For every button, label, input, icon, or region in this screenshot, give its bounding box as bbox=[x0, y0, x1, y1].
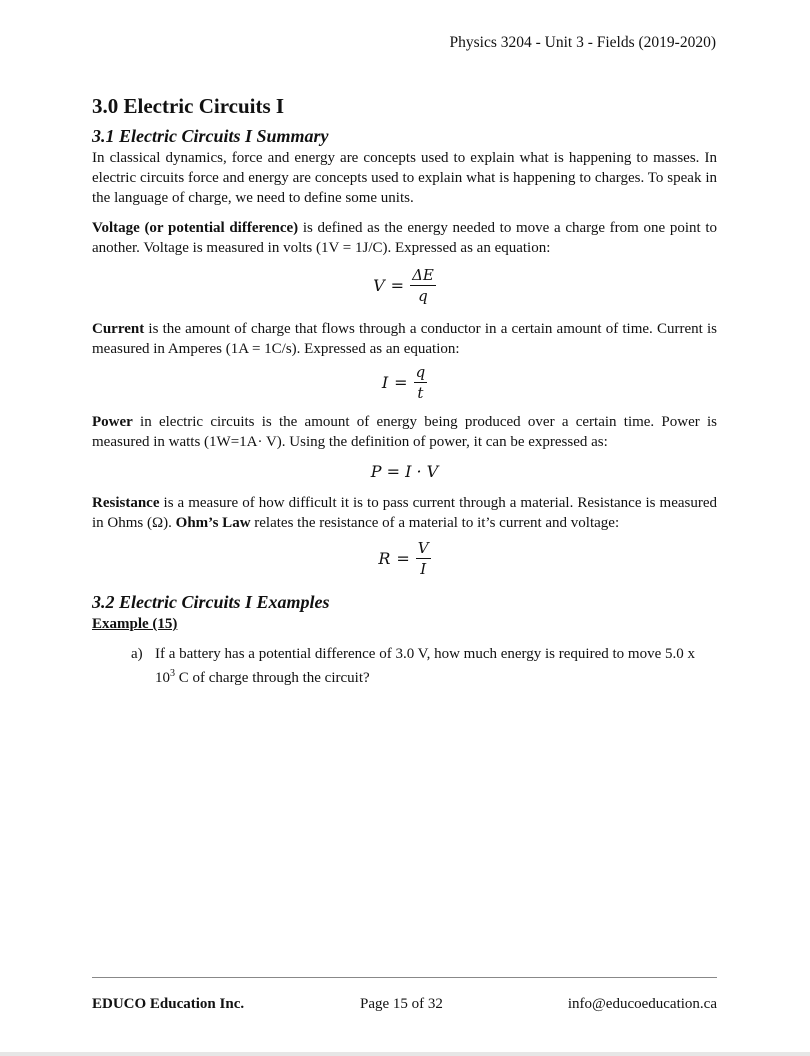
page-footer bbox=[92, 996, 717, 1013]
eq-lhs: I bbox=[381, 373, 389, 392]
voltage-paragraph bbox=[92, 218, 717, 258]
item-text-before: If a battery has a potential difference of 3.0 V, how much energy is required to move 5.0 x 10 bbox=[155, 646, 695, 686]
summary-title: 3.1 Electric Circuits I Summary bbox=[92, 126, 329, 146]
eq-lhs: R bbox=[378, 549, 391, 568]
current-equation bbox=[92, 363, 717, 402]
item-text-after: C of charge through the circuit? bbox=[175, 670, 370, 686]
eq-fraction bbox=[410, 266, 436, 305]
current-paragraph bbox=[92, 319, 717, 359]
resistance-paragraph bbox=[92, 493, 717, 533]
example-label: Example (15) bbox=[92, 616, 178, 632]
example-item bbox=[92, 644, 717, 688]
footer-org: EDUCO Education Inc. bbox=[92, 996, 245, 1012]
voltage-text: is defined as the energy needed to move a charge from one point to another. Voltage is measured in volts (1V = 1J/C). Expressed as an equation: bbox=[92, 220, 717, 256]
eq-fraction bbox=[414, 363, 428, 402]
current-term: Current bbox=[92, 321, 145, 337]
examples-title: 3.2 Electric Circuits I Examples bbox=[92, 592, 330, 612]
item-text bbox=[155, 644, 717, 688]
eq-equals: = bbox=[394, 373, 408, 392]
item-marker: a) bbox=[131, 646, 143, 662]
eq-numerator: V bbox=[417, 539, 429, 557]
footer-divider bbox=[92, 977, 717, 978]
power-text: in electric circuits is the amount of energy being produced over a certain time. Power is measured in watts (1W=1A· V). Using the definition of power, it can be expressed as: bbox=[92, 414, 717, 450]
eq-equals: = bbox=[396, 549, 410, 568]
footer-page-number: Page 15 of 32 bbox=[360, 996, 443, 1012]
resistance-text: is a measure of how difficult it is to pass current through a material. Resistance is measured in Ohms (Ω). bbox=[92, 495, 717, 531]
eq-lhs: V bbox=[373, 276, 385, 295]
intro-paragraph: In classical dynamics, force and energy are concepts used to explain what is happening to masses. In electric circuits force and energy are concepts used to explain what is happening to charges. To speak in the language of charge, we need to define some units. bbox=[92, 150, 717, 206]
page-header: Physics 3204 - Unit 3 - Fields (2019-2020) bbox=[449, 34, 716, 51]
eq-numerator: q bbox=[415, 363, 426, 381]
eq-fraction bbox=[416, 539, 431, 578]
item-superscript: 3 bbox=[170, 668, 175, 679]
ohms-law-text: relates the resistance of a material to it’s current and voltage: bbox=[250, 515, 620, 531]
footer-email: info@educoeducation.ca bbox=[567, 996, 717, 1012]
ohms-law-term: Ohm’s Law bbox=[175, 515, 251, 531]
eq-numerator: ΔE bbox=[412, 266, 434, 284]
voltage-equation bbox=[92, 266, 717, 305]
resistance-equation bbox=[92, 539, 717, 578]
current-text: is the amount of charge that flows through a conductor in a certain amount of time. Current is measured in Amperes (1A = 1C/s). Expressed as an equation: bbox=[92, 321, 717, 357]
eq-denominator: t bbox=[417, 384, 424, 402]
eq-denominator: q bbox=[418, 287, 428, 305]
eq-denominator: I bbox=[420, 560, 427, 578]
power-paragraph bbox=[92, 412, 717, 452]
page-content bbox=[92, 92, 717, 688]
section-title: 3.0 Electric Circuits I bbox=[92, 94, 285, 118]
eq-equals: = bbox=[390, 276, 405, 295]
power-term: Power bbox=[92, 414, 133, 430]
voltage-term: Voltage (or potential difference) bbox=[92, 220, 299, 236]
power-equation: P = I · V bbox=[370, 462, 439, 481]
resistance-term: Resistance bbox=[92, 495, 160, 511]
